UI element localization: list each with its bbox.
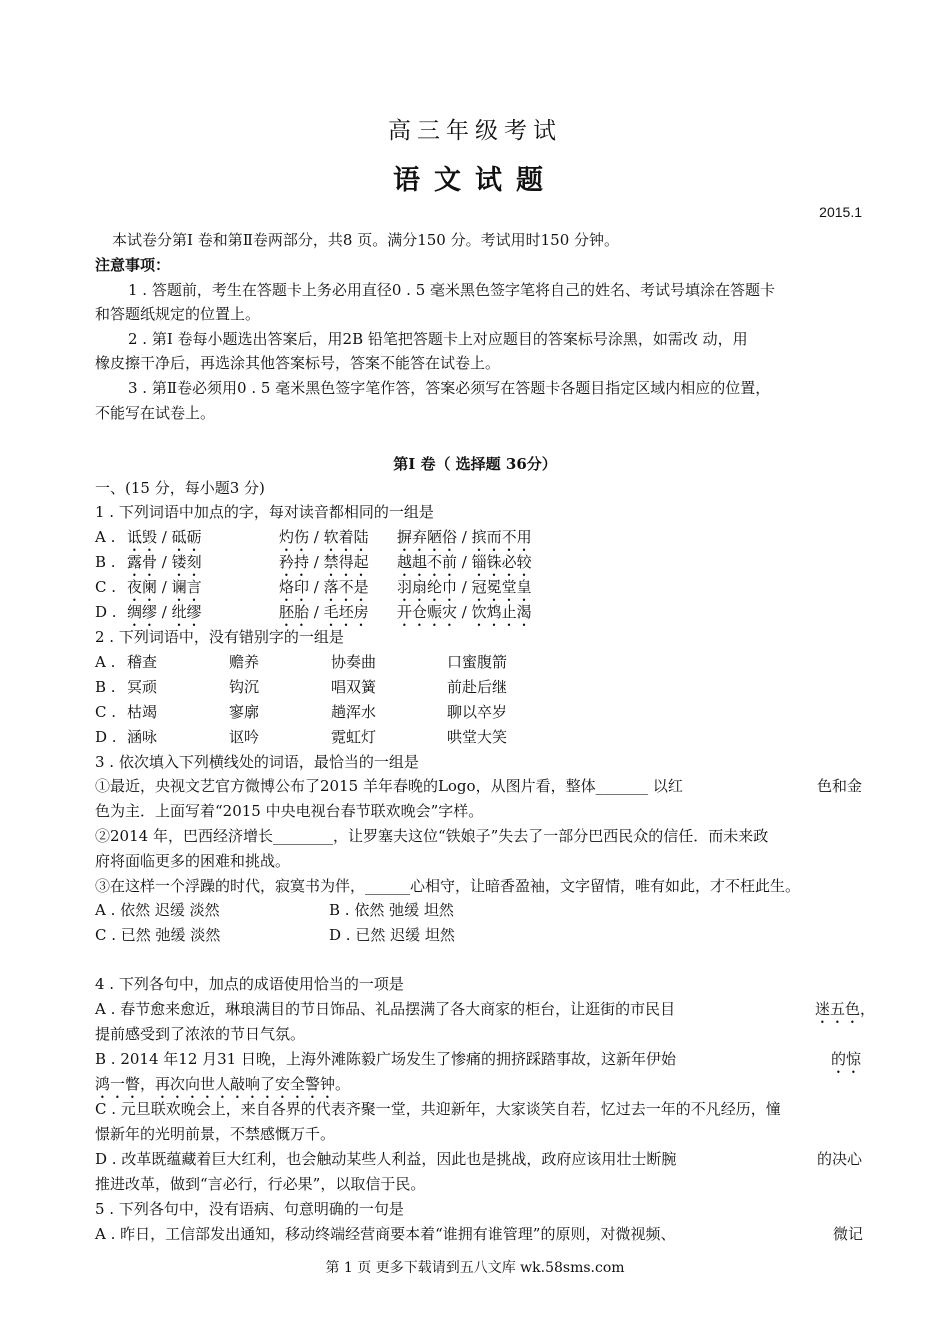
notice-1a: 1 . 答题前，考生在答题卡上务必用直径0 . 5 毫米黑色签字笔将自己的姓名、考试号填涂在答题卡 — [128, 281, 776, 299]
q1-option-c: C . 夜阑 / 谰言 烙印 / 落不是 羽扇纶巾 / 冠冕堂皇 — [95, 578, 532, 596]
q1-stem: 1 . 下列词语中加点的字，每对读音都相同的一组是 — [95, 503, 434, 521]
q4-option-b-cont: 鸿一瞥，再次向世人敲响了安全警钟。 — [95, 1075, 351, 1093]
q4-option-d: D . 改革既蕴藏着巨大红利，也会触动某些人利益，因此也是挑战，政府应该用壮士断腕 的决心 — [95, 1150, 863, 1168]
notice-3a: 3 . 第Ⅱ卷必须用0 . 5 毫米黑色签字笔作答，答案必须写在答题卡各题目指定区域内相应的位置， — [128, 379, 771, 397]
intro-line: 本试卷分第Ⅰ 卷和第Ⅱ卷两部分，共8 页。满分150 分。考试用时150 分钟。 — [112, 231, 619, 249]
section-title: 第Ⅰ 卷（ 选择题 36分） — [393, 455, 557, 473]
q4-stem: 4 . 下列各句中，加点的成语使用恰当的一项是 — [95, 975, 404, 993]
q5-stem: 5 . 下列各句中，没有语病、句意明确的一句是 — [95, 1200, 404, 1218]
q2-option-b: B . 冥顽 钩沉 唱双簧 前赴后继 — [95, 678, 508, 696]
exam-title: 高三年级考试 — [388, 118, 562, 144]
q4-option-d-cont: 推进改革，做到“言必行，行必果”，以取信于民。 — [95, 1175, 426, 1193]
q4-option-b: B . 2014 年12 月31 日晚，上海外滩陈毅广场发生了惨痛的拥挤踩踏事故，这新年伊始 的惊 — [95, 1050, 862, 1068]
q5-option-a: A . 昨日，工信部发出通知，移动终端经营商要本着“谁拥有谁管理”的原则，对微视频、 微记 — [95, 1225, 864, 1243]
notice-1b: 和答题纸规定的位置上。 — [95, 305, 261, 323]
notice-2a: 2 . 第Ⅰ 卷每小题选出答案后，用2B 铅笔把答题卡上对应题目的答案标号涂黑，如需改 动，用 — [128, 330, 748, 348]
q2-option-d: D . 涵咏 讴吟 霓虹灯 哄堂大笑 — [95, 728, 508, 746]
q3-sentence-1b: 色为主．上面写着“2015 中央电视台春节联欢晚会”字样。 — [95, 802, 484, 820]
q3-stem: 3 . 依次填入下列横线处的词语，最恰当的一组是 — [95, 753, 419, 771]
q3-options-ab: A . 依然 迟缓 淡然 B . 依然 弛缓 坦然 — [95, 901, 454, 919]
notice-3b: 不能写在试卷上。 — [95, 404, 216, 422]
notice-2b: 橡皮擦干净后，再选涂其他答案标号，答案不能答在试卷上。 — [95, 354, 501, 372]
exam-date: 2015.1 — [819, 204, 862, 220]
part-heading: 一、(15 分，每小题3 分) — [95, 479, 265, 497]
notice-title: 注意事项： — [95, 256, 171, 274]
q3-sentence-3: ③在这样一个浮躁的时代，寂寞书为伴，______心相守，让暗香盈袖，文字留情，唯有如此，才不枉此生。 — [95, 877, 801, 895]
q1-option-d: D . 绸缪 / 纰缪 胚胎 / 毛坯房 开仓赈灾 / 饮鸩止渴 — [95, 603, 532, 621]
q3-sentence-1a: ①最近，央视文艺官方微博公布了2015 羊年春晚的Logo，从图片看，整体_______ 以红 色和金 — [95, 777, 863, 795]
q3-sentence-2a: ②2014 年，巴西经济增长________，让罗塞夫这位“铁娘子”失去了一部分巴西民众的信任．而未来政 — [95, 827, 769, 845]
q4-option-a: A . 春节愈来愈近，琳琅满目的节日饰品、礼品摆满了各大商家的柜台，让逛街的市民目 迷五色， — [95, 1000, 876, 1018]
q2-option-c: C . 枯竭 寥廓 趟浑水 聊以卒岁 — [95, 703, 508, 721]
page-footer: 第 1 页 更多下载请到五八文库 wk.58sms.com — [325, 1260, 625, 1276]
q3-sentence-2b: 府将面临更多的困难和挑战。 — [95, 852, 291, 870]
q4-option-c: C . 元旦联欢晚会上，来自各界的代表齐聚一堂，共迎新年，大家谈笑自若，忆过去一年的不凡经历，憧 — [95, 1100, 781, 1118]
q2-option-a: A . 稽查 赡养 协奏曲 口蜜腹箭 — [95, 653, 508, 671]
q3-options-cd: C . 已然 弛缓 淡然 D . 已然 迟缓 坦然 — [95, 926, 455, 944]
q4-option-c-cont: 憬新年的光明前景，不禁感慨万千。 — [95, 1125, 336, 1143]
q2-stem: 2 . 下列词语中，没有错别字的一组是 — [95, 628, 344, 646]
q4-option-a-cont: 提前感受到了浓浓的节日气氛。 — [95, 1025, 306, 1043]
q1-option-a: A . 诋毁 / 砥砺 灼伤 / 软着陆 摒弃陋俗 / 摈而不用 — [95, 528, 532, 546]
q1-option-b: B . 露骨 / 镂刻 矜持 / 禁得起 越趄不前 / 锱铢必较 — [95, 553, 532, 571]
subject-title: 语文试题 — [393, 165, 557, 196]
